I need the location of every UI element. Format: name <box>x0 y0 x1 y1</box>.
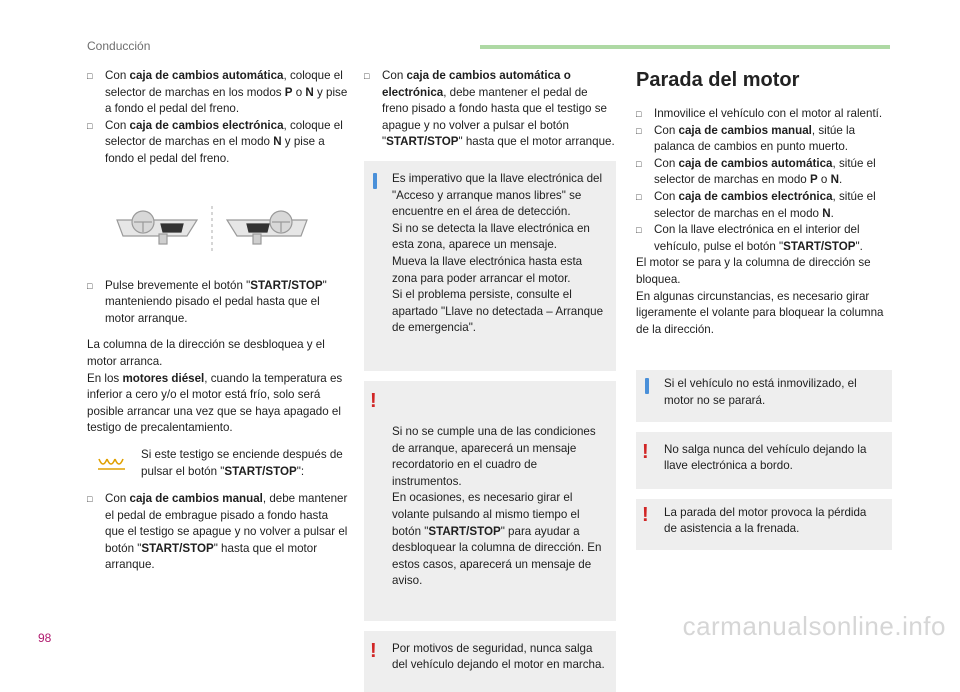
preheat-lamp-note: Si este testigo se enciende después de pulsar el botón "START/STOP": <box>87 447 349 481</box>
column-right <box>636 68 892 550</box>
bullet-automatic-pn: □ Con caja de cambios automática, sitúe el selector de marchas en modo P o N. <box>636 156 892 189</box>
bullet-key-inside: □ Con la llave electrónica en el interior del vehículo, pulse el botón "START/STOP". <box>636 222 892 255</box>
warning-box-safety: ! Por motivos de seguridad, nunca salga del vehículo dejando el motor en marcha. <box>364 631 616 692</box>
column-left <box>87 68 349 574</box>
bullet-idle: □ Inmovilice el vehículo con el motor al ralentí. <box>636 106 892 123</box>
column-middle <box>364 68 616 692</box>
diesel-text: En los motores diésel, cuando la temperatura es inferior a cero y/o el motor está frío, solo será posible arrancar una vez que se haya apagado el testigo de precalentamiento. <box>87 371 343 435</box>
warning-box-start-conditions: ! Si no se cumple una de las condiciones de arranque, aparecerá un mensaje recordatorio en el cuadro de instrumentos. En ocasiones, es necesario girar el volante pulsando al mismo tiempo el botón "START/STOP" para ayudar a desbloquear la columna de dirección. En estos casos, aparecerá un mensaje de aviso. <box>364 381 616 621</box>
bullet-manual-gearbox: □ Con caja de cambios manual, debe mantener el pedal de embrague pisado a fondo hasta que el testigo se apague y no volver a pulsar el botón "START/STOP" hasta que el motor arranque. <box>87 491 349 574</box>
warning-icon: ! <box>642 503 649 526</box>
bullet-press-start-stop: □ Pulse brevemente el botón "START/STOP" manteniendo pisado el pedal hasta que el motor arranque. <box>87 278 349 328</box>
steering-wheel-pedal-icon <box>87 198 349 258</box>
info-icon <box>373 173 377 189</box>
bullet-manual-neutral: □ Con caja de cambios manual, sitúe la palanca de cambios en punto muerto. <box>636 123 892 156</box>
section-header-bar <box>480 45 890 49</box>
bullet-electronic-start: □ Con caja de cambios electrónica, coloque el selector de marchas en el modo N y pise a fondo el pedal del freno. <box>87 118 349 168</box>
info-box-key: Es imperativo que la llave electrónica del "Acceso y arranque manos libres" se encuentre en el área de detección. Si no se detecta la llave electrónica en esta zona, aparece un mensaje. Mueva la llave electrónica hasta esta zona para poder arrancar el motor. Si el problema persiste, consulte el apartado "Llave no detectada – Arranque de emergencia". <box>364 161 616 371</box>
warning-icon: ! <box>370 639 377 662</box>
warning-icon: ! <box>642 440 649 463</box>
stop-result-text: El motor se para y la columna de dirección se bloquea. En algunas circunstancias, es necesario girar ligeramente el volante para bloquear la columna de la dirección. <box>636 256 884 336</box>
pedal-steering-illustration <box>87 198 349 258</box>
preheat-warning-lamp-icon <box>97 457 127 477</box>
info-box-not-immobilized: Si el vehículo no está inmovilizado, el motor no se parará. <box>636 370 892 421</box>
page-number: 98 <box>38 631 52 645</box>
watermark: carmanualsonline.info <box>682 611 946 641</box>
steering-column-text: La columna de la dirección se desbloquea y el motor arranca. <box>87 338 325 368</box>
info-icon <box>645 378 649 394</box>
section-title: Conducción <box>87 39 151 53</box>
warning-box-brake-assist: ! La parada del motor provoca la pérdida de asistencia a la frenada. <box>636 499 892 550</box>
warning-icon: ! <box>370 389 377 412</box>
bullet-auto-electronic: □ Con caja de cambios automática o electrónica, debe mantener el pedal de freno pisado a fondo hasta que el testigo se apague y no volver a pulsar el botón "START/STOP" hasta que el motor arranque. <box>364 68 616 151</box>
bullet-automatic-start: □ Con caja de cambios automática, coloque el selector de marchas en los modos P o N y pise a fondo el pedal del freno. <box>87 68 349 118</box>
stop-engine-heading: Parada del motor <box>636 69 800 91</box>
warning-box-key-onboard: ! No salga nunca del vehículo dejando la llave electrónica a bordo. <box>636 432 892 489</box>
bullet-electronic-n: □ Con caja de cambios electrónica, sitúe el selector de marchas en el modo N. <box>636 189 892 222</box>
